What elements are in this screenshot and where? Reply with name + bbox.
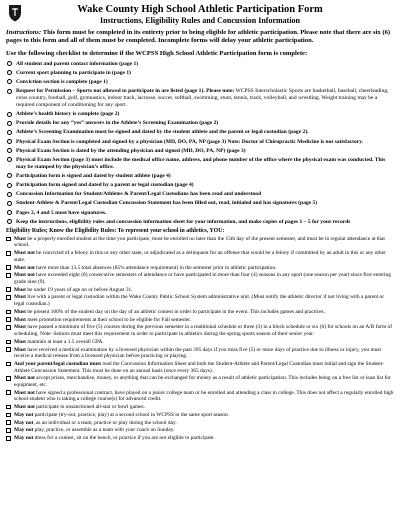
checklist-item: [6, 79, 394, 86]
checklist-item: [6, 120, 394, 127]
checklist-item-bold-text: Participation form is signed and dated by student athlete (page 4): [16, 172, 171, 179]
checklist-item: [6, 129, 394, 136]
rule-item: [6, 339, 394, 346]
rule-item-text: meet promotion requirements at their school to be eligible for Fall semester.: [25, 316, 192, 323]
checklist-item: [6, 88, 394, 109]
rule-checkbox[interactable]: [6, 237, 11, 242]
rule-checkbox[interactable]: [6, 295, 11, 300]
rule-item-bold-text: Must: [14, 286, 26, 293]
rule-item: [6, 287, 394, 294]
checklist-item: [6, 191, 394, 198]
checklist-item: [6, 61, 394, 68]
rule-item-bold-text: Must: [14, 324, 26, 331]
rule-checkbox[interactable]: [6, 405, 11, 410]
checklist-item: [6, 173, 394, 180]
checklist-item-bold-text: All student and parent contact information (page 1): [16, 60, 139, 67]
rule-item-text: be present 100% of the student day on the day of an athletic contest in order to participate in the event. This includes games and practices.: [25, 308, 325, 315]
checklist-item-bold-text: Concussion Information for Student/Athletes & Parent/Legal Custodians has been read and understood: [16, 191, 262, 198]
instructions: [6, 29, 394, 45]
rule-checkbox[interactable]: [6, 362, 11, 367]
rule-item-text: play, practice, or assemble as a team with your coach on Sunday.: [33, 427, 175, 434]
checklist-radio[interactable]: [7, 173, 12, 178]
rule-item-text: live with a parent or legal custodian within the Wake County Public School System administrative unit. (Must notify the athletic director if not living with a parent or legal custodian.): [14, 294, 385, 308]
rule-item-text: be under 19 years of age on or before August 31.: [25, 286, 133, 293]
checklist-item-bold-text: Participation form signed and dated by a parent or legal custodian (page 4): [16, 182, 194, 189]
rule-checkbox[interactable]: [6, 317, 11, 322]
rule-item: [6, 309, 394, 316]
rule-checkbox[interactable]: [6, 413, 11, 418]
rule-item-bold-text: Must: [14, 316, 26, 323]
rule-item: [6, 375, 394, 388]
rule-item-bold-text: Must not: [14, 389, 35, 396]
rule-item-bold-text: Must not: [14, 250, 35, 257]
rule-checkbox[interactable]: [6, 347, 11, 352]
rule-item-bold-text: Must: [14, 338, 26, 345]
rule-item: [6, 390, 394, 403]
rule-item-bold-text: May not: [14, 411, 34, 418]
rule-checkbox[interactable]: [6, 428, 11, 433]
checklist-heading: Use the following checklist to determine if the WCPSS High School Athletic Participation form is complete:: [6, 49, 308, 57]
checklist-item: [6, 210, 394, 217]
checklist-radio[interactable]: [7, 192, 12, 197]
rule-item-text: participate (try-out, practice, play) at a second school in WCPSS in the same sport season.: [33, 411, 230, 418]
rule-checkbox[interactable]: [6, 265, 11, 270]
rule-item-text: accept prizes, merchandise, money, or anything that can be exchanged for money as a result of athletic participation. This includes being on a free list or loan list for equipment, etc.: [14, 375, 391, 388]
form-title: Wake County High School Athletic Participation Form: [77, 4, 323, 15]
rule-checkbox[interactable]: [6, 310, 11, 315]
rule-item-bold-text: Must: [14, 346, 26, 353]
checklist-item: [6, 219, 394, 226]
rule-item: [6, 294, 394, 307]
rule-item-bold-text: Must: [14, 294, 26, 301]
rule-item: [6, 250, 394, 263]
rule-checkbox[interactable]: [6, 251, 11, 256]
checklist-radio[interactable]: [7, 79, 12, 84]
rule-item-bold-text: Must not: [14, 272, 35, 279]
checklist-item-bold-text: Conviction section is complete (page 1): [16, 78, 108, 85]
rule-checkbox[interactable]: [6, 436, 11, 441]
checklist-radio[interactable]: [7, 139, 12, 144]
checklist-radio[interactable]: [7, 210, 12, 215]
checklist-radio[interactable]: [7, 130, 12, 135]
eligibility-rules-list: [6, 236, 394, 442]
rule-item: [6, 361, 394, 374]
rule-checkbox[interactable]: [6, 273, 11, 278]
instructions-lead: Instructions:: [6, 29, 42, 36]
checklist-item-bold-text: Keep the instructions, eligibility rules and concussion information sheet for your information, and make copies of pages 1 – 5 for your records: [16, 218, 351, 225]
rule-checkbox[interactable]: [6, 325, 11, 330]
rule-item-bold-text: May not: [14, 419, 34, 426]
checklist-item-bold-text: Physical Exam Section (page 3) must include the medical office name, address, and phone number of the office where the physical exam was conducted. This may be stamped by the physician’s office.: [16, 156, 386, 170]
rule-item: [6, 412, 394, 419]
rule-checkbox[interactable]: [6, 287, 11, 292]
rule-item-text: have more than 13.5 total absences (85% attendance requirement) in the semester prior to athletic participation.: [34, 264, 277, 271]
checklist-radio[interactable]: [7, 89, 12, 94]
rule-item-bold-text: Must not: [14, 404, 35, 411]
rule-item-bold-text: May not: [14, 427, 34, 434]
rule-item-text: have received a medical examination by a licensed physician within the past 395 days if you miss five (5) or more days of practice due to illness or injury, you must receive a medical release from a licensed physician before practicing or playing.: [14, 346, 382, 360]
rule-item: [6, 324, 394, 337]
rule-item: [6, 272, 394, 285]
checklist-radio[interactable]: [7, 201, 12, 206]
checklist-radio[interactable]: [7, 121, 12, 126]
checklist-item-bold-text: Athlete’s Screening Examination must be signed and dated by the student athlete and the parent or legal custodian (page 2).: [16, 129, 309, 136]
rule-item: [6, 404, 394, 411]
rule-checkbox[interactable]: [6, 420, 11, 425]
checklist-item: [6, 70, 394, 77]
checklist-radio[interactable]: [7, 148, 12, 153]
instructions-text: This form must be completed in its entirety prior to being eligible for athletic participation. Please note that there are six (6) pages to this form and all of them must be completed. Incomplete forms will delay your athletic participation.: [6, 29, 391, 44]
checklist-item-bold-text: Current sport planning to participate in (page 1): [16, 69, 131, 76]
checklist-item-text: WCPSS Interscholastic Sports are basketball, baseball, cheerleading, cross country, football, golf, gymnastics, indoor track, lacrosse, soccer, softball, swimming, stunt, tennis, track, volleyball, and wrestling. Weight training may be a required component of conditioning for any sport.: [16, 88, 389, 108]
rule-item-bold-text: Must not: [14, 375, 35, 382]
checklist-item-bold-text: Request for Permission – Sports not allowed to participate in are listed (page 1). Please note:: [16, 88, 235, 95]
shield-crest-icon: [8, 4, 22, 22]
rule-item-text: maintain at least a 1.5 overall GPA.: [25, 338, 104, 345]
checklist-radio[interactable]: [7, 219, 12, 224]
rule-checkbox[interactable]: [6, 340, 11, 345]
checklist-item-bold-text: Physical Exam Section is dated by the attending physician and signed (MD, DO, PA, NP) (page 3): [16, 147, 246, 154]
rule-item-bold-text: May not: [14, 435, 34, 442]
rule-item-text: be a properly enrolled student at the time you participate, must be enrolled no later than the 15th day of the present semester, and must be in regular attendance at that school.: [14, 235, 385, 249]
rule-item-text: have passed a minimum of five (5) courses during the previous semester in a traditional schedule or three (3) in a block schedule or six (6) for schools on an A/B form of scheduling. Note: Seniors must meet this requirement in order to participate in athletics during the spring sports season of their senior year.: [14, 324, 392, 337]
checklist: [6, 61, 394, 226]
rule-item: [6, 420, 394, 427]
checklist-item: [6, 139, 394, 146]
checklist-item-bold-text: Pages 2, 4 and 5 must have signatures.: [16, 209, 107, 216]
rule-item: [6, 236, 394, 249]
rule-item: [6, 435, 394, 442]
rule-item-bold-text: Must: [14, 308, 26, 315]
rule-item-bold-text: Must: [14, 235, 26, 242]
rule-item: [6, 317, 394, 324]
rule-item-text: dress for a contest, sit on the bench, or practice if you are not eligible to participate.: [33, 435, 215, 442]
checklist-item: [6, 157, 394, 171]
rule-item-text: have signed a professional contract, have played on a junior college team or be enrolled and attending a class in college. This does not affect a regularly enrolled high school student who is taking a college course(s) for advanced credit.: [14, 389, 394, 403]
rule-item-text: have exceeded eight (8) consecutive semesters of attendance or have participated in more than four (4) seasons in any sport (one season per year) since first entering grade nine (9).: [14, 272, 391, 285]
rule-item-text: read the Concussion Information Sheet and both the Student-Athlete and Parent/Legal Custodian must initial and sign the Student-Athlete Concussion Statement. This must be done on an annual basis (once every 365 days).: [14, 360, 384, 374]
rule-item-bold-text: Must not: [14, 264, 35, 271]
rule-item-text: be convicted of a felony in this or any other state, or adjudicated as a delinquent for an offense that would be a felony if committed by an adult in this or any other state.: [14, 250, 386, 263]
rule-item: [6, 427, 394, 434]
checklist-item: [6, 200, 394, 207]
rule-item: [6, 265, 394, 272]
checklist-radio[interactable]: [7, 70, 12, 75]
checklist-radio[interactable]: [7, 183, 12, 188]
rule-checkbox[interactable]: [6, 376, 11, 381]
rule-item-text: participate in unsanctioned all-star or bowl games.: [34, 404, 146, 411]
checklist-radio[interactable]: [7, 157, 12, 162]
checklist-item: [6, 148, 394, 155]
rule-item-text: , as an individual or a team, practice or play during the school day.: [33, 419, 177, 426]
checklist-item-bold-text: Provide details for any “yes” answers in the Athlete’s Screening Examination (page 2): [16, 120, 219, 127]
checklist-item: [6, 182, 394, 189]
form-header: [6, 2, 394, 26]
checklist-item-bold-text: Athlete’s health history is complete (page 2): [16, 111, 120, 118]
checklist-radio[interactable]: [7, 61, 12, 66]
form-subtitle: Instructions, Eligibility Rules and Concussion Information: [99, 16, 301, 26]
checklist-item-bold-text: Physical Exam Section is completed and signed by a physician (MD, DO, PA, NP (page 3) Note: Doctor of Chiropractic Medicine is not satisfactory.: [16, 138, 364, 145]
checklist-item: [6, 111, 394, 118]
rule-checkbox[interactable]: [6, 390, 11, 395]
eligibility-rules-heading: Eligibility Rules; Know the Eligibility Rules: To represent your school in athletics, YOU:: [6, 227, 225, 234]
rule-item-bold-text: And your parent/legal custodian must: [14, 360, 101, 367]
rule-item: [6, 347, 394, 360]
checklist-radio[interactable]: [7, 112, 12, 117]
checklist-item-bold-text: Student-Athlete & Parent/Legal Custodian Concussion Statement has been filled out, read, initialed and has signatures (page 5): [16, 200, 318, 207]
